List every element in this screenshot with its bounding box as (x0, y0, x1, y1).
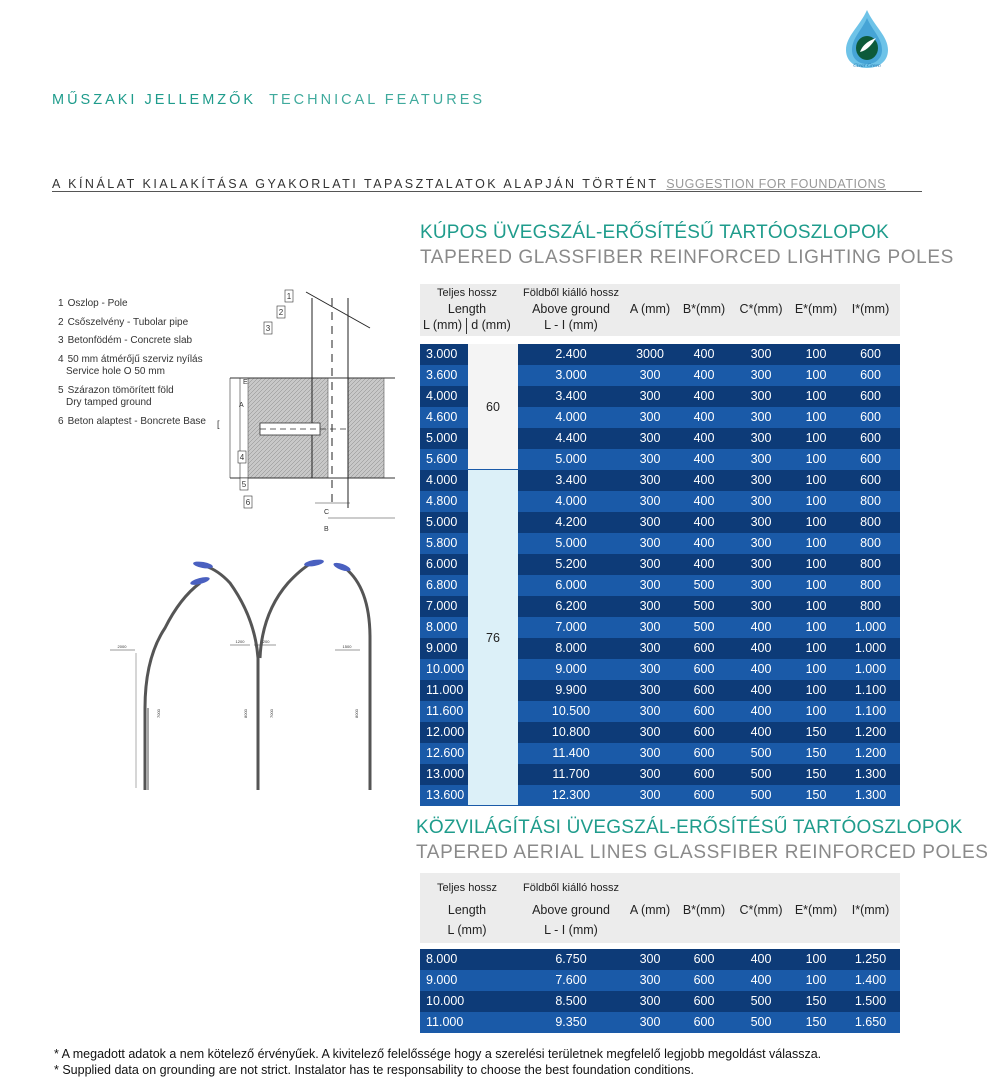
table-cell: 600 (693, 767, 715, 781)
table-cell: 300 (639, 1015, 661, 1029)
table-cell: 400 (693, 410, 715, 424)
drawing-label-6: 6 (245, 498, 251, 507)
legend-item-sub: Dry tamped ground (66, 397, 152, 408)
table-cell: 800 (860, 494, 881, 508)
table-cell: 3.000 (426, 347, 458, 361)
legend-item (58, 335, 238, 348)
table-cell: 300 (639, 788, 661, 802)
suggestion-line (52, 177, 922, 191)
table-cell: 3.000 (555, 368, 587, 382)
table-cell: 100 (805, 410, 827, 424)
poles-illustration (40, 558, 400, 798)
table-cell: 150 (805, 1015, 827, 1029)
table-cell: 300 (750, 410, 772, 424)
legend-item-label: Csőszelvény - Tubolar pipe (67, 316, 189, 328)
table-cell: 300 (639, 725, 661, 739)
table2-body (420, 949, 900, 1033)
table-cell: 100 (805, 431, 827, 445)
table-cell: 300 (639, 431, 661, 445)
table-cell: 5.000 (426, 515, 458, 529)
table-cell: 300 (750, 368, 772, 382)
table-cell: 600 (693, 952, 715, 966)
legend-item (58, 416, 238, 429)
t2-header-e: E*(mm) (794, 903, 838, 917)
table-cell: 7.600 (555, 973, 587, 987)
table-cell: 100 (805, 536, 827, 550)
table-cell: 11.600 (426, 704, 464, 718)
table-cell: 600 (860, 473, 881, 487)
table-cell: 3000 (636, 347, 664, 361)
table-cell: 100 (805, 515, 827, 529)
header-l-minus-i: L - I (mm) (544, 318, 598, 332)
header-teljes: Teljes hossz (437, 287, 497, 299)
table-cell: 7.000 (426, 599, 458, 613)
table-cell: 400 (693, 347, 715, 361)
table-cell: 9.000 (426, 641, 458, 655)
table-cell: 5.000 (555, 536, 587, 550)
table-cell: 4.000 (426, 473, 458, 487)
legend-item-label: Betonfödém - Concrete slab (67, 335, 193, 346)
legend-item (58, 298, 238, 311)
table-cell: 1.300 (854, 767, 887, 781)
title-en: TECHNICAL FEATURES (269, 92, 486, 108)
table-cell: 1.000 (854, 641, 887, 655)
t2-header-b: B*(mm) (682, 903, 726, 917)
table-cell: 500 (750, 788, 772, 802)
table-cell: 4.000 (555, 494, 587, 508)
legend-item-label: Beton alaptest - Boncrete Base (67, 415, 206, 427)
table-cell: 300 (750, 431, 772, 445)
table-cell: 150 (805, 746, 827, 760)
table-cell: 300 (639, 620, 661, 634)
table-cell: 600 (693, 704, 715, 718)
table-cell: 600 (693, 683, 715, 697)
drawing-label-3: 3 (265, 324, 271, 333)
table-cell: 600 (693, 1015, 715, 1029)
table-cell: 100 (805, 599, 827, 613)
table-cell: 300 (750, 389, 772, 403)
drawing-label-b: B (324, 526, 329, 533)
table-cell: 3.600 (426, 368, 458, 382)
header-i: I*(mm) (851, 302, 890, 316)
legend-item (58, 385, 238, 410)
legend-item-number: 2 (58, 316, 64, 328)
table-cell: 300 (750, 473, 772, 487)
t2-header-i: I*(mm) (851, 903, 890, 917)
table-cell: 12.300 (551, 788, 591, 802)
legend (58, 298, 238, 434)
t2-header-length: Length (447, 903, 487, 917)
table-cell: 400 (750, 952, 772, 966)
table-row (420, 970, 900, 991)
header-e: E*(mm) (794, 302, 838, 316)
table-cell: 13.000 (426, 767, 465, 781)
drawing-label-5: 5 (241, 480, 247, 489)
pole-dim-4: 1500 (342, 644, 352, 649)
header-l-mm: L (mm) (422, 318, 463, 332)
table-cell: 12.600 (426, 746, 465, 760)
table-cell: 400 (693, 389, 715, 403)
table-cell: 300 (750, 452, 772, 466)
table-cell: 400 (693, 557, 715, 571)
table-cell: 400 (693, 452, 715, 466)
title-hu: MŰSZAKI JELLEMZŐK (52, 92, 257, 108)
table-cell: 1.200 (854, 746, 887, 760)
table-cell: 300 (639, 410, 661, 424)
table-cell: 4.600 (426, 410, 458, 424)
table-cell: 600 (693, 662, 715, 676)
table-cell: 100 (805, 662, 827, 676)
table-cell: 500 (693, 578, 715, 592)
t2-header-teljes: Teljes hossz (437, 882, 497, 894)
table-cell: 800 (860, 599, 881, 613)
table-cell: 9.900 (555, 683, 587, 697)
table-cell: 100 (805, 368, 827, 382)
table-row (420, 1012, 900, 1033)
table-cell: 11.700 (552, 767, 590, 781)
header-foldbol: Földből kiálló hossz (523, 287, 619, 299)
table-cell: 400 (693, 473, 715, 487)
table-cell: 400 (750, 641, 772, 655)
footnote-hu: * A megadott adatok a nem kötelező érvényűek. A kivitelező felelőssége hogy a szerelési területnek megfelelő legjobb megoldást válassza. (54, 1047, 822, 1061)
table-cell: 8.000 (426, 620, 458, 634)
table-cell: 600 (860, 389, 881, 403)
table-cell: 400 (750, 973, 772, 987)
table-cell: 400 (693, 536, 715, 550)
table-cell: 600 (860, 347, 881, 361)
table-cell: 300 (750, 578, 772, 592)
table-cell: 500 (693, 620, 715, 634)
table-cell: 12.000 (426, 725, 465, 739)
table-cell: 5.200 (555, 557, 587, 571)
table-cell: 100 (805, 704, 827, 718)
table-cell: 150 (805, 725, 827, 739)
table-cell: 600 (860, 452, 881, 466)
header-d-mm: d (mm) (471, 318, 511, 332)
pole-dim-5: 7000 (156, 709, 161, 718)
table-cell: 5.000 (426, 431, 458, 445)
divider (52, 191, 922, 192)
table-cell: 1.250 (854, 952, 887, 966)
table-cell: 100 (805, 952, 827, 966)
table-cell: 600 (693, 746, 715, 760)
table-cell: 1.200 (854, 725, 887, 739)
table-cell: 400 (750, 725, 772, 739)
table-cell: 100 (805, 557, 827, 571)
table-cell: 150 (805, 788, 827, 802)
table-cell: 10.800 (551, 725, 591, 739)
table-cell: 600 (693, 994, 715, 1008)
foundation-section-drawing (217, 288, 400, 538)
table-cell: 300 (639, 704, 661, 718)
table-cell: 600 (693, 725, 715, 739)
table-cell: 300 (639, 494, 661, 508)
header-above: Above ground (532, 302, 610, 316)
table-cell: 10.500 (551, 704, 591, 718)
table-cell: 4.000 (426, 389, 458, 403)
table-cell: 600 (860, 368, 881, 382)
t2-header-l-minus-i: L - I (mm) (544, 923, 598, 937)
header-divider (466, 318, 467, 334)
brand-name: Clear Green (853, 63, 881, 69)
table-cell: 300 (750, 515, 772, 529)
pole-dim-2: 1200 (235, 639, 245, 644)
suggestion-hu: A KÍNÁLAT KIALAKÍTÁSA GYAKORLATI TAPASZTALATOK ALAPJÁN TÖRTÉNT (52, 177, 659, 191)
table-cell: 300 (639, 452, 661, 466)
table-cell: 8.000 (555, 641, 587, 655)
table-cell: 400 (750, 620, 772, 634)
table-cell: 500 (750, 767, 772, 781)
table-cell: 4.800 (426, 494, 458, 508)
table-cell: 11.000 (426, 683, 464, 697)
table-cell: 9.350 (555, 1015, 587, 1029)
table-cell: 800 (860, 536, 881, 550)
table-cell: 300 (639, 641, 661, 655)
table-cell: 300 (750, 494, 772, 508)
table-cell: 300 (639, 683, 661, 697)
table-cell: 5.000 (555, 452, 587, 466)
drawing-label-a: A (239, 402, 244, 409)
table-cell: 100 (805, 641, 827, 655)
table-cell: 300 (639, 389, 661, 403)
header-length: Length (447, 302, 487, 316)
table-cell: 11.400 (552, 746, 590, 760)
table-cell: 10.000 (426, 994, 465, 1008)
table-cell: 1.500 (854, 994, 887, 1008)
table-cell: 600 (860, 431, 881, 445)
table-cell: 7.000 (555, 620, 587, 634)
table-cell: 100 (805, 620, 827, 634)
table-cell: 2.400 (555, 347, 587, 361)
table-cell: 300 (639, 662, 661, 676)
table-cell: 11.000 (426, 1015, 464, 1029)
table-row (420, 991, 900, 1012)
table-cell: 100 (805, 347, 827, 361)
suggestion-en: SUGGESTION FOR FOUNDATIONS (666, 177, 887, 191)
table-cell: 800 (860, 515, 881, 529)
table-cell: 100 (805, 973, 827, 987)
table-cell: 100 (805, 683, 827, 697)
legend-item-number: 1 (58, 298, 64, 309)
drawing-label-4: 4 (239, 453, 245, 462)
drawing-label-2: 2 (278, 308, 284, 317)
table-cell: 300 (639, 973, 661, 987)
page-title (52, 92, 485, 108)
t2-header-above: Above ground (532, 903, 610, 917)
legend-item-number: 4 (58, 353, 64, 365)
footnote-en: * Supplied data on grounding are not strict. Instalator has te responsability to choose the best foundation conditions. (54, 1063, 694, 1078)
table-cell: 1.100 (854, 683, 887, 697)
section1-title-en: TAPERED GLASSFIBER REINFORCED LIGHTING POLES (420, 247, 954, 268)
table-cell: 300 (750, 536, 772, 550)
table-cell: 400 (693, 368, 715, 382)
table-cell: 100 (805, 473, 827, 487)
drawing-label-1: 1 (286, 292, 292, 301)
table-cell: 9.000 (426, 973, 458, 987)
header-a: A (mm) (629, 302, 671, 316)
table-cell: 1.000 (854, 620, 887, 634)
table-cell: 6.000 (426, 557, 458, 571)
table-cell: 800 (860, 557, 881, 571)
table-cell: 300 (639, 515, 661, 529)
legend-item-number: 6 (58, 415, 64, 427)
brand-logo (838, 8, 896, 70)
table-cell: 1.000 (854, 662, 887, 676)
table-cell: 300 (639, 767, 661, 781)
table-cell: 300 (639, 557, 661, 571)
pole-dim-1: 2000 (117, 644, 127, 649)
table-cell: 600 (860, 410, 881, 424)
table-cell: 100 (805, 578, 827, 592)
table-cell: 500 (750, 746, 772, 760)
header-c: C*(mm) (739, 302, 783, 316)
table-cell: 8.500 (555, 994, 587, 1008)
table-cell: 1.100 (854, 704, 887, 718)
table-cell: 400 (693, 431, 715, 445)
section2-title-hu: KÖZVILÁGÍTÁSI ÜVEGSZÁL-ERŐSÍTÉSŰ TARTÓOSZLOPOK (416, 817, 963, 838)
table-cell: 100 (805, 389, 827, 403)
table-cell: 3.400 (555, 473, 587, 487)
drawing-label-e: E (243, 379, 248, 386)
drawing-label-bracket: [ (217, 419, 220, 429)
legend-item-number: 5 (58, 384, 64, 396)
table-cell: 500 (750, 994, 772, 1008)
table-cell: 1.400 (854, 973, 887, 987)
pole-dim-8: 8000 (354, 709, 359, 718)
table-cell: 8.000 (426, 952, 458, 966)
table-cell: 600 (693, 973, 715, 987)
drawing-label-c: C (324, 509, 330, 516)
table-cell: 4.400 (555, 431, 587, 445)
pole-dim-7: 7000 (269, 709, 274, 718)
table-cell: 1.300 (854, 788, 887, 802)
table-cell: 300 (750, 347, 772, 361)
legend-item-number: 3 (58, 335, 64, 346)
table-cell: 9.000 (555, 662, 587, 676)
table-cell: 300 (639, 368, 661, 382)
table-cell: 6.800 (426, 578, 458, 592)
table-cell: 600 (693, 641, 715, 655)
diameter-group: 60 (468, 344, 518, 469)
table-cell: 300 (639, 473, 661, 487)
table-cell: 400 (750, 704, 772, 718)
table-cell: 100 (805, 452, 827, 466)
table-cell: 400 (693, 494, 715, 508)
table-cell: 5.800 (426, 536, 458, 550)
table-cell: 6.750 (555, 952, 587, 966)
table-cell: 300 (639, 536, 661, 550)
table-cell: 800 (860, 578, 881, 592)
section2-title-en: TAPERED AERIAL LINES GLASSFIBER REINFORCED POLES (416, 842, 989, 863)
table-cell: 5.600 (426, 452, 458, 466)
table-cell: 13.600 (426, 788, 465, 802)
footnote (54, 1046, 821, 1079)
table-cell: 150 (805, 994, 827, 1008)
t2-header-foldbol: Földből kiálló hossz (523, 882, 619, 894)
legend-item (58, 354, 238, 379)
table-cell: 300 (750, 599, 772, 613)
table-cell: 300 (750, 557, 772, 571)
table-cell: 300 (639, 746, 661, 760)
table-cell: 150 (805, 767, 827, 781)
section1-title-hu: KÚPOS ÜVEGSZÁL-ERŐSÍTÉSŰ TARTÓOSZLOPOK (420, 222, 889, 243)
table-row (420, 949, 900, 970)
table-cell: 6.200 (555, 599, 587, 613)
legend-item-label: Szárazon tömörített föld (67, 384, 174, 396)
table-cell: 500 (750, 1015, 772, 1029)
table-cell: 4.200 (555, 515, 587, 529)
table-cell: 300 (639, 994, 661, 1008)
t2-header-l-mm: L (mm) (447, 923, 487, 937)
table-cell: 400 (750, 662, 772, 676)
table-cell: 500 (693, 599, 715, 613)
diameter-group: 76 (468, 470, 518, 805)
pole-dim-6: 8000 (243, 709, 248, 718)
table-cell: 400 (750, 683, 772, 697)
aerial-poles-table (420, 873, 900, 1031)
table-cell: 300 (639, 952, 661, 966)
table-cell: 1.650 (854, 1015, 887, 1029)
table-cell: 4.000 (555, 410, 587, 424)
legend-item (58, 317, 238, 330)
table-cell: 100 (805, 494, 827, 508)
table-cell: 600 (693, 788, 715, 802)
table-cell: 3.400 (555, 389, 587, 403)
table-cell: 6.000 (555, 578, 587, 592)
table-cell: 300 (639, 578, 661, 592)
legend-item-label: 50 mm átmérőjű szerviz nyílás (67, 353, 203, 365)
legend-item-sub: Service hole O 50 mm (66, 366, 165, 377)
t2-header-c: C*(mm) (739, 903, 783, 917)
poles-table (420, 284, 900, 802)
table-cell: 10.000 (426, 662, 465, 676)
t2-header-a: A (mm) (629, 903, 671, 917)
pole-dim-3: 1200 (260, 639, 270, 644)
legend-item-label: Oszlop - Pole (67, 298, 128, 309)
table-cell: 400 (693, 515, 715, 529)
header-b: B*(mm) (682, 302, 726, 316)
table-body (420, 344, 900, 802)
table-cell: 300 (639, 599, 661, 613)
